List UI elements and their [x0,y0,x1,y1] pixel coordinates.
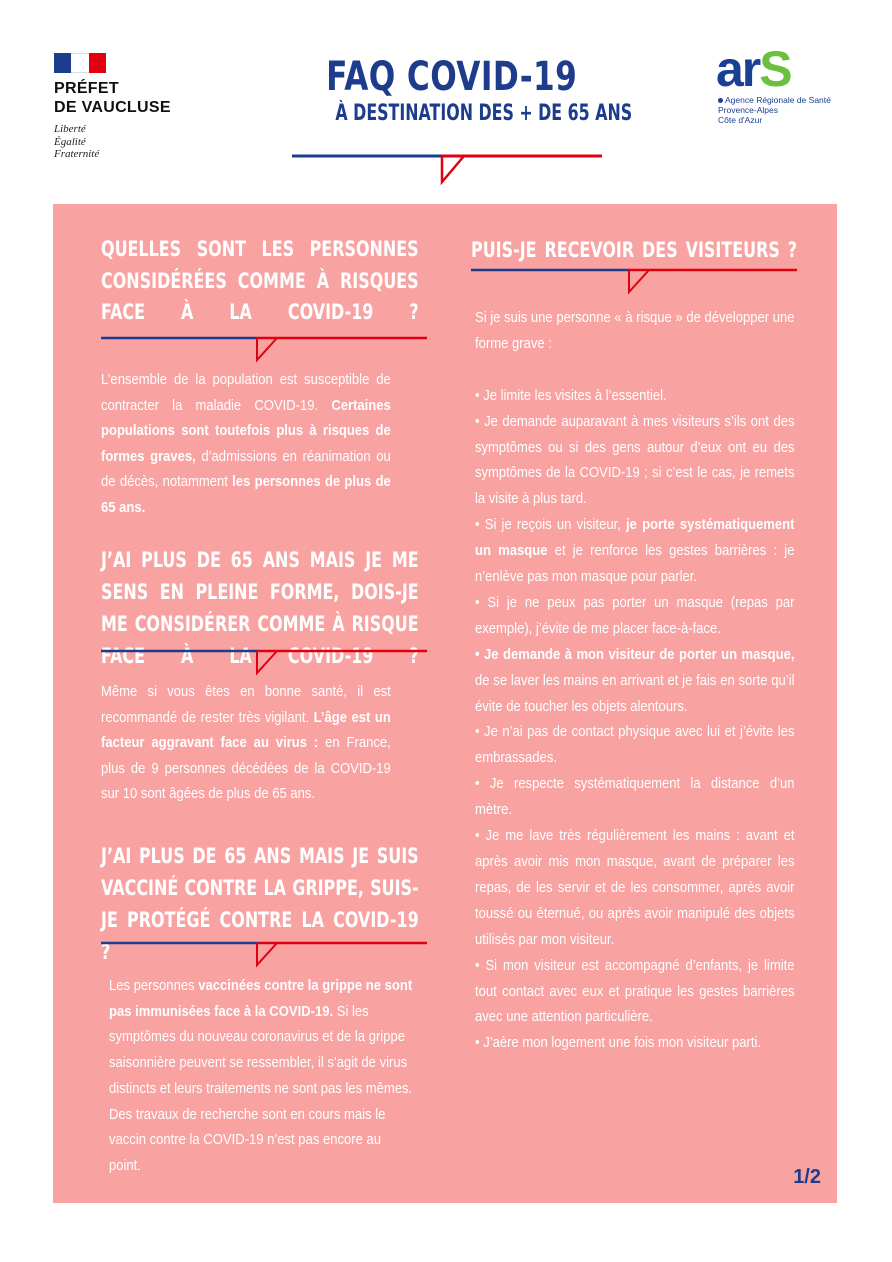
bullet-9: • Si mon visiteur est accompagné d’enfants, je limite tout contact avec eux et pratique les gestes barrières avec une attention particulière. [475,957,795,1026]
prefet-line-2: DE VAUCLUSE [54,99,171,116]
ars-agency-line-1: Agence Régionale de Santé [725,95,831,105]
bullet-5-bold: • Je demande à mon visiteur de porter un masque, [475,646,795,663]
question-1: QUELLES SONT LES PERSONNES CONSIDÉRÉES COMME À RISQUES FACE À LA COVID-19 ? [101,237,419,324]
devise-egalite: Égalité [54,135,86,148]
answer-1-bold-a: Certaines populations sont toutefois plus à risques de formes graves, [101,397,391,465]
bullet-3-text-b: et je renforce les gestes barrières : je n’enlève pas mon masque pour parler. [475,543,795,586]
devise-fraternite: Fraternité [54,148,100,160]
question-2-separator [101,647,427,677]
answer-3-bold: vaccinées contre la grippe ne sont pas immunisées face à la COVID-19. [109,978,413,1020]
prefet-name [54,79,171,117]
title-block [292,52,633,128]
question-4: PUIS-JE RECEVOIR DES VISITEURS ? [471,238,798,262]
question-1-separator [101,334,427,364]
bullet-3 [475,513,795,591]
prefet-logo [54,53,171,161]
devise-liberte: Liberté [54,123,86,135]
question-2: J’AI PLUS DE 65 ANS MAIS JE ME SENS EN PLEINE FORME, DOIS-JE ME CONSIDÉRER COMME À RISQUE FACE À LA COVID-19 ? [101,548,419,668]
devise [54,123,171,161]
ars-agency-line-2: Provence-Alpes [718,105,779,115]
bullet-7: • Je respecte systématiquement la distance d’un mètre. [475,776,795,819]
ars-dot-icon [718,98,723,103]
ars-wordmark: arS [716,41,791,97]
bullet-3-text-a: • Si je reçois un visiteur, [475,517,627,534]
answer-2-text-a: Même si vous êtes en bonne santé, il est recommandé de rester très vigilant. [101,684,391,726]
answer-3-text-a: Les personnes [109,978,199,994]
page-number: 1/2 [793,1166,821,1188]
bullet-5-text: de se laver les mains en arrivant et je fais en sorte qu’il évite de toucher les objets alentours. [475,672,795,715]
bullet-6: • Je n’ai pas de contact physique avec lui et j’évite les embrassades. [475,724,795,767]
bullet-8: • Je me lave très régulièrement les mains : avant et après avoir mis mon masque, avant de préparer les repas, de les servir et de les consommer, après avoir toussé ou éternué, ou après avoir manipulé des objets utilisés par mon visiteur. [475,828,795,948]
bullet-3-bold: je porte systématiquement un masque [475,517,795,560]
page-subtitle: À DESTINATION DES + DE 65 ANS [335,101,633,126]
answer-4-intro: Si je suis une personne « à risque » de développer une forme grave : [475,310,795,352]
answer-3-text-b: Si les symptômes du nouveau coronavirus et de la grippe saisonnière peuvent se ressembler, il s’agit de virus distincts et leurs traitements ne sont pas les mêmes. Des travaux de recherche sont en cours mais le vaccin contre la COVID-19 n’est pas encore au point. [109,1003,413,1174]
faq-panel [53,204,837,1203]
question-3: J’AI PLUS DE 65 ANS MAIS JE SUIS VACCINÉ CONTRE LA GRIPPE, SUIS-JE PROTÉGÉ CONTRE LA COVID-19 ? [101,844,419,964]
page-title: FAQ COVID-19 [326,54,578,100]
answer-2-bold: L’âge est un facteur aggravant face au virus : [101,709,391,751]
marianne-flag-icon [54,53,106,73]
bullet-1: • Je limite les visites à l’essentiel. [475,387,667,404]
answer-4 [475,306,795,1057]
ars-agency-text [718,95,831,125]
bullet-10: • J’aère mon logement une fois mon visiteur parti. [475,1035,762,1052]
answer-2-text-b: en France, plus de 9 personnes décédées de la COVID-19 sur 10 sont âgées de plus de 65 ans. [101,735,391,802]
answer-3 [109,974,413,1180]
answer-1-text-b: d’admissions en réanimation ou de décès, notamment [101,448,391,490]
bullet-4: • Si je ne peux pas porter un masque (repas par exemple), j’évite de me placer face-à-face. [475,594,795,637]
bullet-5 [475,643,795,721]
answer-1-text-a: L’ensemble de la population est susceptible de contracter la maladie COVID-19. [101,372,391,414]
bullet-2: • Je demande auparavant à mes visiteurs s’ils ont des symptômes ou si des gens autour d’eux ont eu des symptômes de la COVID-19 ; si c’est le cas, je remets la visite à plus tard. [475,413,795,508]
answer-2 [101,680,391,808]
ars-agency-line-3: Côte d'Azur [718,115,763,125]
question-3-separator [101,939,427,969]
question-4-separator [471,266,797,296]
prefet-line-1: PRÉFET [54,80,119,97]
ars-logo [716,41,836,125]
answer-1-bold-b: les personnes de plus de 65 ans. [101,474,391,516]
title-separator [292,150,602,186]
answer-1 [101,368,391,521]
